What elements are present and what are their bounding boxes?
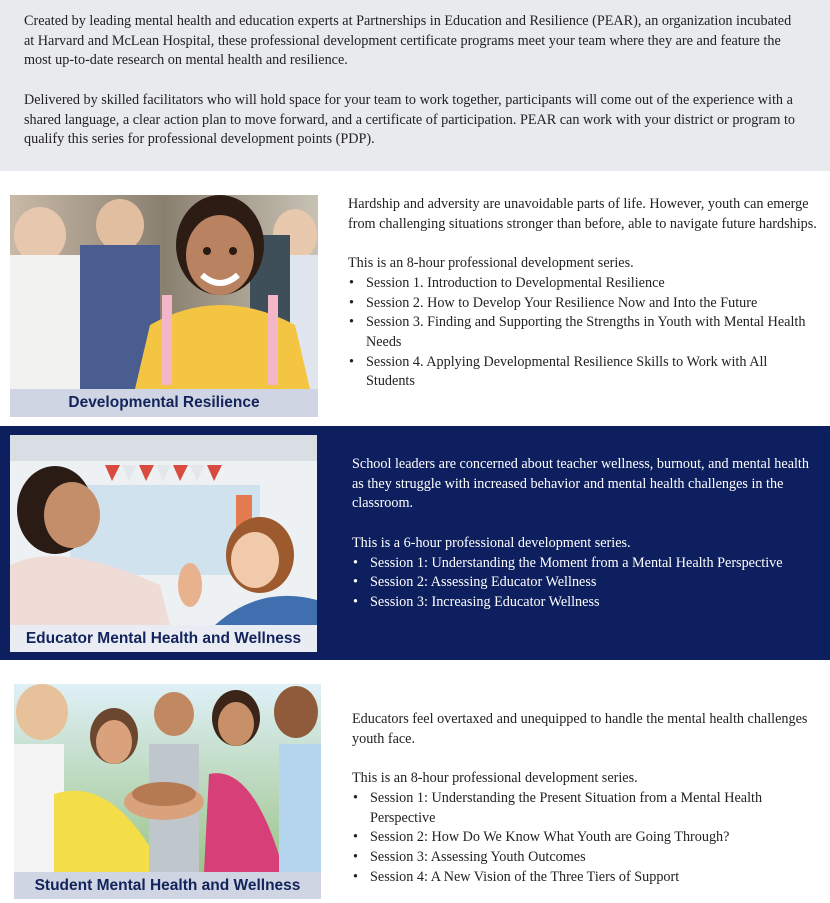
session-label: Session 2: Assessing Educator Wellness: [370, 574, 597, 591]
bullet-icon: •: [353, 593, 358, 610]
bullet-icon: •: [349, 353, 354, 370]
program-series-length: This is a 6-hour professional development series.: [352, 534, 631, 551]
session-label: Session 4. Applying Developmental Resilience Skills to Work with All Students: [366, 353, 768, 390]
list-item: [352, 868, 817, 888]
bullet-icon: •: [349, 314, 354, 331]
program-description: Educators feel overtaxed and unequipped to handle the mental health challenges youth face.: [352, 711, 808, 747]
list-item: [352, 573, 817, 593]
program-description: Hardship and adversity are unavoidable parts of life. However, youth can emerge from challenging situations stronger than before, able to navigate future hardships.: [348, 196, 817, 232]
session-list: [352, 789, 817, 888]
list-item: [352, 593, 817, 613]
intro-paragraph-1: Created by leading mental health and education experts at Partnerships in Education and Resilience (PEAR), an organization incubated at Harvard and McLean Hospital, these professional development certificate programs meet your team where they are and feature the most up-to-date research on mental health and resilience.: [24, 13, 792, 69]
list-item: [348, 353, 818, 392]
bullet-icon: •: [353, 829, 358, 846]
bullet-icon: •: [353, 868, 358, 885]
program-description-block: [352, 710, 817, 887]
list-item: [352, 789, 817, 828]
bullet-icon: •: [349, 274, 354, 291]
list-item: [352, 828, 817, 848]
session-label: Session 4: A New Vision of the Three Tiers of Support: [370, 868, 680, 885]
intro-paragraph-2: Delivered by skilled facilitators who will hold space for your team to work together, participants will come out of the experience with a shared language, a clear action plan to move forward, and a certificate of participation. PEAR can work with your district or program to qualify this series for professional development points (PDP).: [24, 92, 795, 148]
program-image-card: [14, 684, 321, 899]
session-label: Session 1: Understanding the Moment from a Mental Health Perspective: [370, 554, 783, 571]
bullet-icon: •: [353, 848, 358, 865]
program-image-card: [10, 435, 317, 652]
list-item: [352, 554, 817, 574]
program-caption: Educator Mental Health and Wellness: [10, 625, 317, 652]
program-series-length: This is an 8-hour professional development series.: [348, 255, 634, 272]
session-label: Session 1: Understanding the Present Situation from a Mental Health Perspective: [370, 789, 763, 826]
program-series-length: This is an 8-hour professional development series.: [352, 770, 638, 787]
bullet-icon: •: [353, 554, 358, 571]
photo-smiling-girl-with-classmates: [10, 195, 318, 389]
bullet-icon: •: [353, 574, 358, 591]
program-image-card: [10, 195, 318, 417]
program-developmental-resilience: [0, 186, 830, 416]
bullet-icon: •: [353, 789, 358, 806]
session-label: Session 1. Introduction to Developmental Resilience: [366, 274, 665, 291]
session-label: Session 2. How to Develop Your Resilience Now and Into the Future: [366, 294, 758, 311]
session-label: Session 3: Assessing Youth Outcomes: [370, 848, 586, 865]
session-list: [352, 554, 817, 613]
photo-teacher-high-five-student: [10, 435, 317, 625]
program-caption: Student Mental Health and Wellness: [14, 872, 321, 899]
intro-block: [0, 0, 830, 171]
program-description: School leaders are concerned about teacher wellness, burnout, and mental health as they struggle with increased behavior and mental health challenges in the classroom.: [352, 456, 809, 512]
bullet-icon: •: [349, 294, 354, 311]
program-educator-mental-health: [0, 426, 830, 660]
program-description-block: [352, 455, 817, 613]
list-item: [348, 274, 818, 294]
session-label: Session 2: How Do We Know What Youth are Going Through?: [370, 829, 730, 846]
photo-children-stacking-hands: [14, 684, 321, 872]
session-list: [348, 274, 818, 392]
program-caption: Developmental Resilience: [10, 389, 318, 417]
session-label: Session 3. Finding and Supporting the Strengths in Youth with Mental Health Needs: [366, 314, 806, 350]
list-item: [352, 848, 817, 868]
list-item: [348, 313, 818, 352]
program-student-mental-health: [0, 670, 830, 903]
session-label: Session 3: Increasing Educator Wellness: [370, 593, 600, 610]
program-description-block: [348, 195, 818, 392]
list-item: [348, 294, 818, 314]
